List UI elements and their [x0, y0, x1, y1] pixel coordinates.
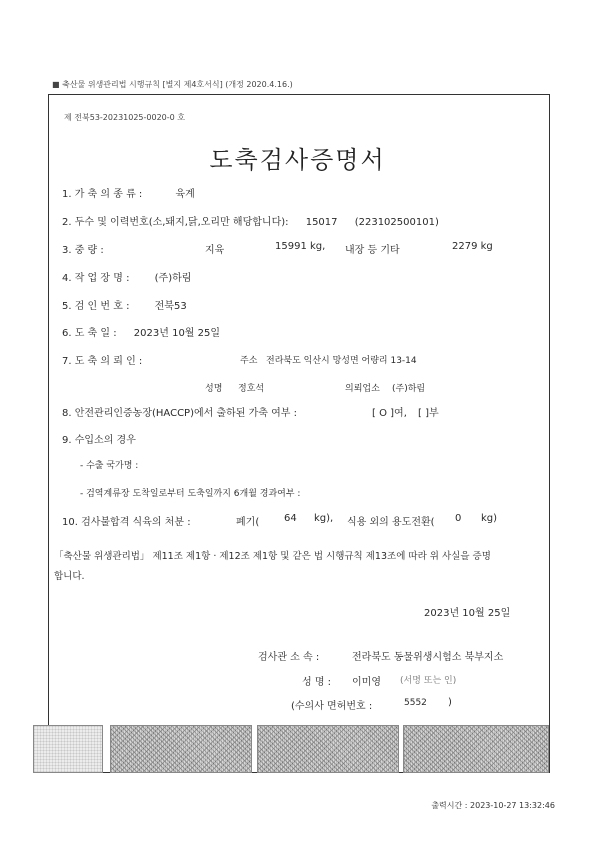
discard-value: 64 [284, 513, 297, 524]
security-mark-left [33, 725, 103, 773]
issue-date: 2023년 10월 25일 [424, 608, 511, 619]
security-pattern-1 [110, 725, 252, 773]
form-reference: ■ 축산물 위생관리법 시행규칙 [별지 제4호서식] (개정 2020.4.16.) [52, 80, 293, 89]
requester-business-label: 의뢰업소 [345, 384, 380, 394]
requester-label: 7. 도 축 의 뢰 인 : [62, 356, 143, 367]
heads-row [62, 213, 439, 228]
weight-value1: 15991 kg, [275, 241, 326, 252]
statement-line-1: 「축산물 위생관리법」 제11조 제1항 · 제12조 제1항 및 같은 법 시행규칙 제13조에 따라 위 사실을 증명 [54, 551, 491, 562]
haccp-label: 8. 안전관리인증농장(HACCP)에서 출하된 가축 여부 : [62, 408, 298, 419]
requester-address-label: 주소 [240, 356, 258, 366]
requester-address: 전라북도 익산시 망성면 어량리 13-14 [266, 356, 417, 366]
inspection-no-value: 전북53 [154, 301, 187, 312]
workplace-row [62, 269, 191, 284]
security-pattern-2 [257, 725, 399, 773]
other-use-unit: kg) [481, 513, 498, 524]
inspector-org-label: 검사관 소 속 : [258, 652, 320, 663]
discard-label: 폐기( [236, 517, 260, 528]
weight-label: 3. 중 량 : [62, 245, 104, 256]
export-country-label: - 수출 국가명 : [80, 461, 139, 471]
imported-label: 9. 수입소의 경우 [62, 435, 136, 446]
inspection-no-label: 5. 검 인 번 호 : [62, 301, 130, 312]
heads-label: 2. 두수 및 이력번호(소,돼지,닭,오리만 해당합니다): [62, 217, 289, 228]
discard-unit: kg), [314, 513, 334, 524]
other-use-value: 0 [455, 513, 462, 524]
species-row [62, 185, 195, 200]
inspector-org: 전라북도 동물위생시험소 북부지소 [352, 652, 504, 663]
slaughter-date-value: 2023년 10월 25일 [133, 328, 221, 339]
weight-item2: 내장 등 기타 [345, 245, 400, 256]
requester-business: (주)하림 [392, 384, 426, 394]
other-use-label: 식용 외의 용도전환( [347, 517, 435, 528]
security-pattern-3 [403, 725, 549, 773]
license-close: ) [448, 697, 452, 708]
document-number: 제 전북53-20231025-0020-0 호 [64, 113, 186, 122]
inspector-name: 이미영 [352, 677, 381, 688]
page-title: 도축검사증명서 [209, 146, 386, 174]
weight-value2: 2279 kg [452, 241, 493, 252]
statement-line-2: 합니다. [54, 571, 85, 582]
species-value: 육계 [175, 189, 195, 200]
inspector-name-label: 성 명 : [302, 677, 332, 688]
heads-id: (223102500101) [354, 217, 439, 228]
haccp-no: [ ]부 [418, 408, 439, 419]
license-number: 5552 [404, 698, 427, 708]
workplace-label: 4. 작 업 장 명 : [62, 273, 130, 284]
print-timestamp: 출력시간 : 2023-10-27 13:32:46 [431, 801, 555, 810]
workplace-value: (주)하림 [154, 273, 192, 284]
haccp-yes: [ O ]여, [372, 408, 407, 419]
heads-count: 15017 [305, 217, 338, 228]
date-row [62, 324, 220, 339]
requester-name-label: 성명 [205, 384, 223, 394]
species-label: 1. 가 축 의 종 류 : [62, 189, 143, 200]
seal-mark: (서명 또는 인) [400, 676, 457, 686]
inspection-no-row [62, 297, 187, 312]
quarantine-period-label: - 검역계류장 도착일로부터 도축일까지 6개월 경과여부 : [80, 489, 301, 499]
requester-name: 정호석 [238, 384, 265, 394]
slaughter-date-label: 6. 도 축 일 : [62, 328, 117, 339]
weight-item1: 지육 [205, 245, 225, 256]
unfit-label: 10. 검사불합격 식육의 처분 : [62, 517, 191, 528]
license-label: (수의사 면허번호 : [291, 701, 373, 712]
